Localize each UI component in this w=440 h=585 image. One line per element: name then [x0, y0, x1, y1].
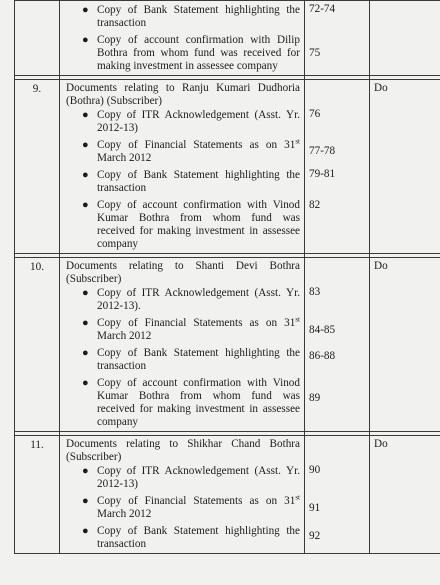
bullet-dot-icon: ●: [82, 169, 89, 181]
list-item: ● Copy of Bank Statement highlighting the transaction: [82, 4, 300, 29]
bullet-dot-icon: ●: [82, 139, 89, 151]
document-list: [66, 287, 300, 429]
bullet-dot-icon: ●: [82, 287, 89, 299]
list-item: ● Copy of account confirmation with Vinod Kumar Bothra from whom fund was received for making investment in assessee company: [82, 199, 300, 250]
page-numbers: [305, 436, 370, 554]
list-item: ● Copy of Bank Statement highlighting the transaction: [82, 169, 300, 194]
page-ref: 83: [309, 286, 321, 298]
bullet-dot-icon: ●: [82, 317, 89, 329]
remark: Do: [370, 436, 440, 554]
remark: Do: [370, 258, 440, 432]
document-list: [66, 465, 300, 551]
bullet-dot-icon: ●: [82, 34, 89, 46]
serial-number: 9.: [15, 80, 60, 254]
row-title: Documents relating to Shanti Devi Bothra (Subscriber): [66, 260, 300, 285]
document-description: [60, 80, 305, 254]
table-row: [15, 1, 440, 76]
row-title: Documents relating to Shikhar Chand Bothra (Subscriber): [66, 438, 300, 463]
page-numbers: [305, 80, 370, 254]
list-item: ● Copy of Bank Statement highlighting the transaction: [82, 347, 300, 372]
table-row: [15, 258, 440, 432]
page-ref: 91: [309, 502, 321, 514]
page-ref: 72-74: [309, 3, 336, 15]
serial-number: [15, 1, 60, 76]
page-numbers: [305, 258, 370, 432]
list-item: ● Copy of ITR Acknowledgement (Asst. Yr. 2012-13).: [82, 287, 300, 312]
page-ref: 89: [309, 392, 321, 404]
document-list: [66, 4, 300, 73]
list-item: ● Copy of Bank Statement highlighting the transaction: [82, 525, 300, 550]
bullet-dot-icon: ●: [82, 199, 89, 211]
list-item: ● Copy of Financial Statements as on 31st March 2012: [82, 137, 300, 164]
document-list: [66, 109, 300, 251]
page-numbers: [305, 1, 370, 76]
bullet-dot-icon: ●: [82, 377, 89, 389]
page-ref: 77-78: [309, 145, 336, 157]
table-row: [15, 80, 440, 254]
list-item: ● Copy of Financial Statements as on 31st March 2012: [82, 315, 300, 342]
page-ref: 92: [309, 530, 321, 542]
documents-table: [14, 0, 440, 554]
bullet-dot-icon: ●: [82, 347, 89, 359]
remark: [370, 1, 440, 76]
document-description: [60, 1, 305, 76]
document-description: [60, 436, 305, 554]
page-ref: 79-81: [309, 168, 336, 180]
page-ref: 84-85: [309, 324, 336, 336]
page-ref: 86-88: [309, 350, 336, 362]
bullet-dot-icon: ●: [82, 4, 89, 16]
list-item: ● Copy of ITR Acknowledgement (Asst. Yr. 2012-13): [82, 465, 300, 490]
bullet-dot-icon: ●: [82, 109, 89, 121]
list-item: ● Copy of ITR Acknowledgement (Asst. Yr. 2012-13): [82, 109, 300, 134]
list-item: ● Copy of account confirmation with Dilip Bothra from whom fund was received for making investment in assessee company: [82, 34, 300, 72]
bullet-dot-icon: ●: [82, 525, 89, 537]
serial-number: 11.: [15, 436, 60, 554]
list-item: ● Copy of Financial Statements as on 31st March 2012: [82, 493, 300, 520]
page-ref: 75: [309, 47, 321, 59]
table-row: [15, 436, 440, 554]
document-description: [60, 258, 305, 432]
bullet-dot-icon: ●: [82, 465, 89, 477]
page-ref: 76: [309, 108, 321, 120]
remark: Do: [370, 80, 440, 254]
list-item: ● Copy of account confirmation with Vinod Kumar Bothra from whom fund was received for making investment in assessee company: [82, 377, 300, 428]
bullet-dot-icon: ●: [82, 495, 89, 507]
page-ref: 90: [309, 464, 321, 476]
serial-number: 10.: [15, 258, 60, 432]
page-ref: 82: [309, 199, 321, 211]
row-title: Documents relating to Ranju Kumari Dudhoria (Bothra) (Subscriber): [66, 82, 300, 107]
